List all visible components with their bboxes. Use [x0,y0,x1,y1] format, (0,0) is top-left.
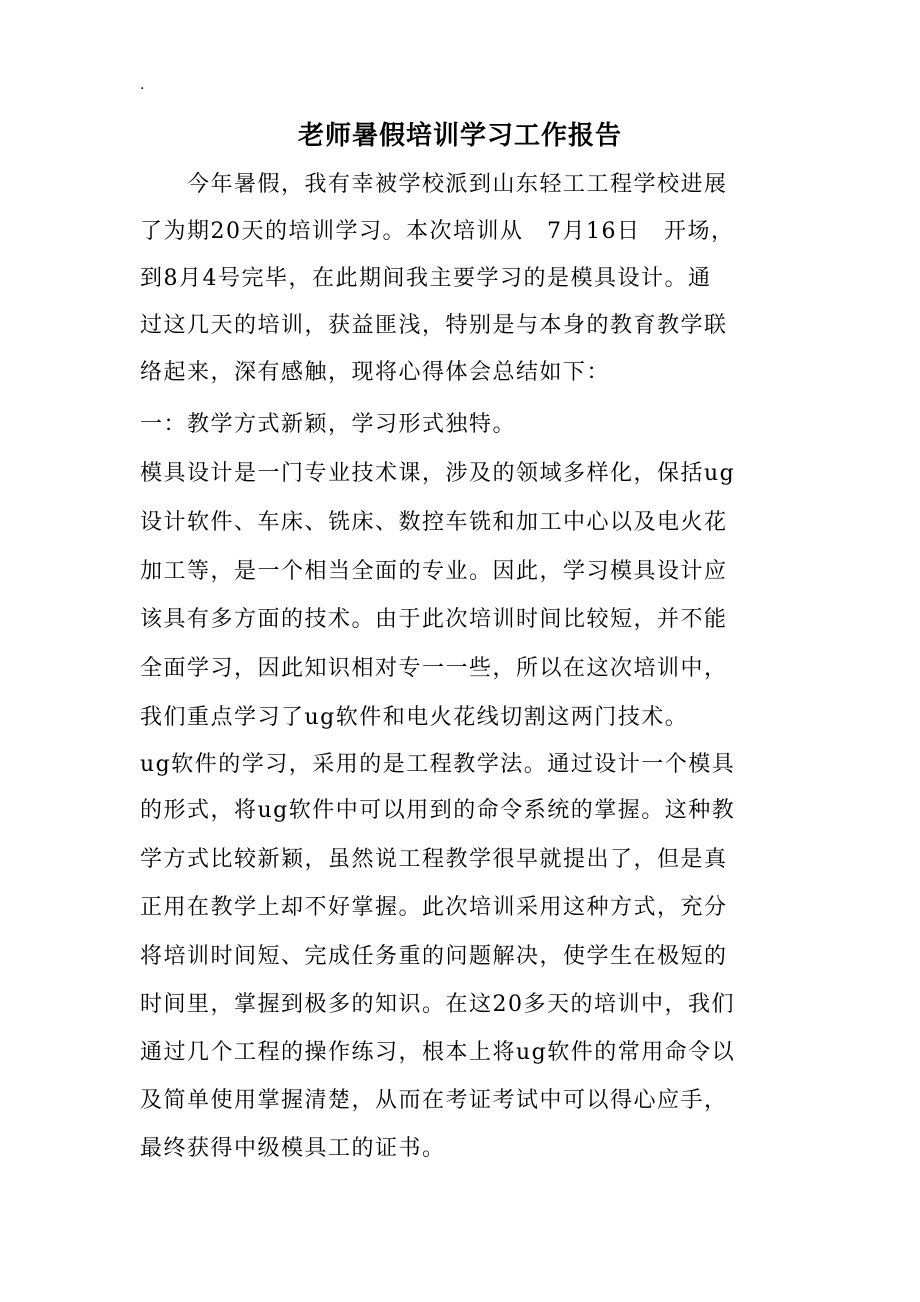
paragraph-line: 设计软件、车床、铣床、数控车铣和加工中心以及电火花 [140,510,728,535]
paragraph-line: 时间里，掌握到极多的知识。在这20多天的培训中，我们 [140,992,735,1017]
paragraph-line: 了为期20天的培训学习。本次培训从 7月16日 开场， [140,219,735,244]
paragraph-line: 该具有多方面的技术。由于此次培训时间比较短，并不能 [140,607,728,632]
paragraph-line: 学方式比较新颖，虽然说工程教学很早就提出了，但是真 [140,847,728,872]
paragraph-line: 及简单使用掌握清楚，从而在考证考试中可以得心应手， [140,1088,728,1113]
section-heading: 一：教学方式新颖，学习形式独特。 [140,412,517,437]
paragraph-line: 将培训时间短、完成任务重的问题解决，使学生在极短的 [140,944,728,969]
paragraph-line: 模具设计是一门专业技术课，涉及的领域多样化，保括ug [140,461,736,486]
page-title: 老师暑假培训学习工作报告 [297,121,622,151]
paragraph-line: 今年暑假，我有幸被学校派到山东轻工工程学校进展 [140,172,728,197]
paragraph-line: 正用在教学上却不好掌握。此次培训采用这种方式，充分 [140,895,728,920]
paragraph-line: 到8月4号完毕，在此期间我主要学习的是模具设计。通 [140,266,712,291]
paragraph-line: 的形式，将ug软件中可以用到的命令系统的掌握。这种教 [140,798,736,823]
paragraph-line: 最终获得中级模具工的证书。 [140,1136,446,1161]
paragraph-line: 络起来，深有感触，现将心得体会总结如下： [140,360,611,385]
paragraph-line: ug软件的学习，采用的是工程教学法。通过设计一个模具 [140,752,736,777]
page-mark: . [140,77,145,93]
paragraph-line: 加工等，是一个相当全面的专业。因此，学习模具设计应 [140,559,728,584]
paragraph-line: 全面学习，因此知识相对专一一些，所以在这次培训中， [140,656,728,681]
paragraph-line: 通过几个工程的操作练习，根本上将ug软件的常用命令以 [140,1040,736,1065]
paragraph-line: 过这几天的培训，获益匪浅，特别是与本身的教育教学联 [140,313,728,338]
paragraph-line: 我们重点学习了ug软件和电火花线切割这两门技术。 [140,705,689,730]
